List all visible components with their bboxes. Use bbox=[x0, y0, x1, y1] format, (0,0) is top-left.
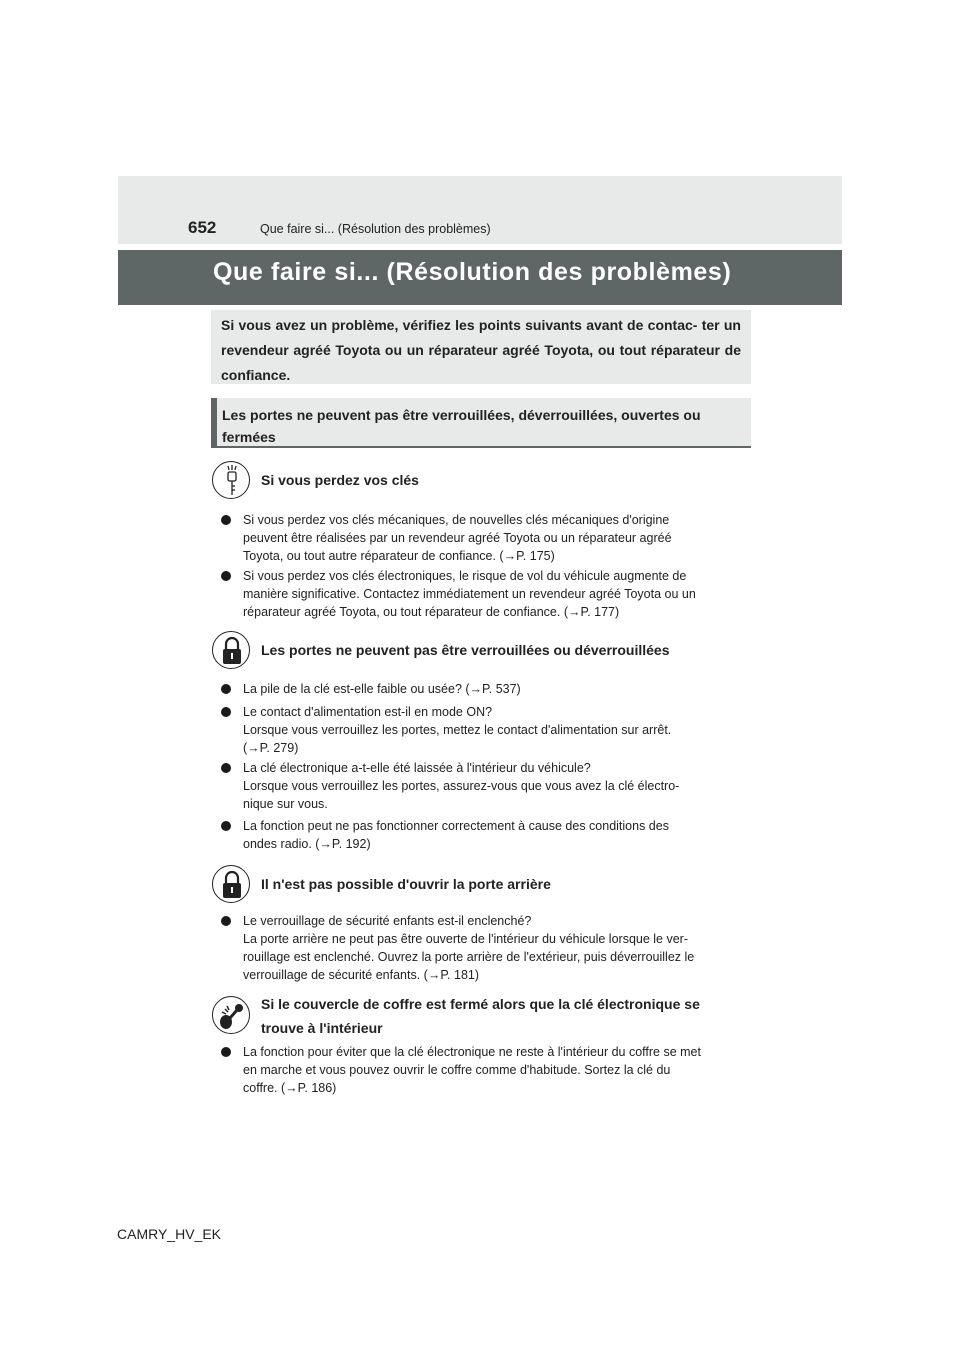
subsection-heading-trunk bbox=[261, 993, 751, 1039]
text-line: Lorsque vous verrouillez les portes, mettez le contact d'alimentation sur arrêt. bbox=[243, 723, 672, 737]
section-heading-line-2: fermées bbox=[222, 429, 276, 445]
text-line: coffre. (→P. 186) bbox=[243, 1081, 337, 1095]
subsection-heading-rear-door: Il n'est pas possible d'ouvrir la porte arrière bbox=[261, 876, 551, 892]
bullet-icon bbox=[221, 684, 231, 694]
bullet-icon bbox=[221, 515, 231, 525]
list-item bbox=[221, 912, 746, 986]
section-heading bbox=[222, 404, 744, 448]
list-item-text bbox=[243, 912, 746, 984]
lock-icon bbox=[212, 631, 250, 669]
text-line: ondes radio. (→P. 192) bbox=[243, 837, 371, 851]
key-icon bbox=[212, 461, 250, 499]
list-item bbox=[221, 680, 746, 700]
text-line: La porte arrière ne peut pas être ouverte de l'intérieur du véhicule lorsque le ver- bbox=[243, 932, 689, 946]
text-line: rouillage est enclenché. Ouvrez la porte arrière de l'extérieur, puis déverrouillez le bbox=[243, 950, 695, 964]
bullet-icon bbox=[221, 571, 231, 581]
list-item bbox=[221, 817, 746, 855]
section-accent bbox=[211, 398, 217, 448]
page-number: 652 bbox=[188, 218, 217, 237]
text-line: La fonction peut ne pas fonctionner correctement à cause des conditions des bbox=[243, 819, 669, 833]
list-item bbox=[221, 1043, 746, 1099]
list-item bbox=[221, 511, 746, 567]
list-item-text bbox=[243, 703, 746, 757]
page-title: Que faire si... (Résolution des problèmes) bbox=[213, 258, 732, 286]
bullet-icon bbox=[221, 1047, 231, 1057]
text-line: en marche et vous pouvez ouvrir le coffre comme d'habitude. Sortez la clé du bbox=[243, 1063, 671, 1077]
heading-line-1: Si le couvercle de coffre est fermé alors que la clé électronique se bbox=[261, 996, 700, 1012]
text-line: La pile de la clé est-elle faible ou usée? (→P. 537) bbox=[243, 682, 521, 696]
subsection-heading-lost-keys: Si vous perdez vos clés bbox=[261, 472, 419, 488]
footer-code: CAMRY_HV_EK bbox=[117, 1226, 222, 1242]
text-line: Lorsque vous verrouillez les portes, assurez-vous que vous avez la clé électro- bbox=[243, 779, 680, 793]
subsection-heading-lock: Les portes ne peuvent pas être verrouillées ou déverrouillées bbox=[261, 642, 670, 658]
running-title: Que faire si... (Résolution des problèmes) bbox=[260, 222, 491, 236]
text-line: peuvent être réalisées par un revendeur agréé Toyota ou un réparateur agréé bbox=[243, 531, 672, 545]
list-item-text bbox=[243, 759, 746, 813]
list-item bbox=[221, 567, 746, 623]
text-line: Si vous perdez vos clés électroniques, le risque de vol du véhicule augmente de bbox=[243, 569, 687, 583]
lock-icon bbox=[212, 865, 250, 903]
list-item-text bbox=[243, 817, 746, 853]
list-item bbox=[221, 703, 746, 759]
text-line: Le contact d'alimentation est-il en mode ON? bbox=[243, 705, 493, 719]
list-item-text bbox=[243, 680, 746, 698]
text-line: Toyota, ou tout autre réparateur de confiance. (→P. 175) bbox=[243, 549, 555, 563]
list-item-text bbox=[243, 1043, 746, 1097]
text-line: Le verrouillage de sécurité enfants est-il enclenché? bbox=[243, 914, 532, 928]
smart-key-icon bbox=[212, 996, 250, 1034]
bullet-icon bbox=[221, 821, 231, 831]
bullet-icon bbox=[221, 916, 231, 926]
text-line: (→P. 279) bbox=[243, 741, 299, 755]
text-line: manière significative. Contactez immédiatement un revendeur agréé Toyota ou un bbox=[243, 587, 696, 601]
text-line: verrouillage de sécurité enfants. (→P. 181) bbox=[243, 968, 480, 982]
heading-line-2: trouve à l'intérieur bbox=[261, 1020, 383, 1036]
bullet-icon bbox=[221, 763, 231, 773]
text-line: Si vous perdez vos clés mécaniques, de nouvelles clés mécaniques d'origine bbox=[243, 513, 670, 527]
text-line: réparateur agréé Toyota, ou tout réparateur de confiance. (→P. 177) bbox=[243, 605, 620, 619]
bullet-icon bbox=[221, 707, 231, 717]
list-item-text bbox=[243, 567, 746, 621]
text-line: nique sur vous. bbox=[243, 797, 328, 811]
text-line: La clé électronique a-t-elle été laissée à l'intérieur du véhicule? bbox=[243, 761, 591, 775]
list-item bbox=[221, 759, 746, 815]
intro-text: Si vous avez un problème, vérifiez les points suivants avant de contac- ter un revendeur agréé Toyota ou un réparateur agréé Toyota, ou tout réparateur de confiance. bbox=[221, 317, 741, 383]
section-heading-line-1: Les portes ne peuvent pas être verrouillées, déverrouillées, ouvertes ou bbox=[222, 407, 701, 423]
text-line: La fonction pour éviter que la clé électronique ne reste à l'intérieur du coffre se met bbox=[243, 1045, 701, 1059]
list-item-text bbox=[243, 511, 746, 565]
